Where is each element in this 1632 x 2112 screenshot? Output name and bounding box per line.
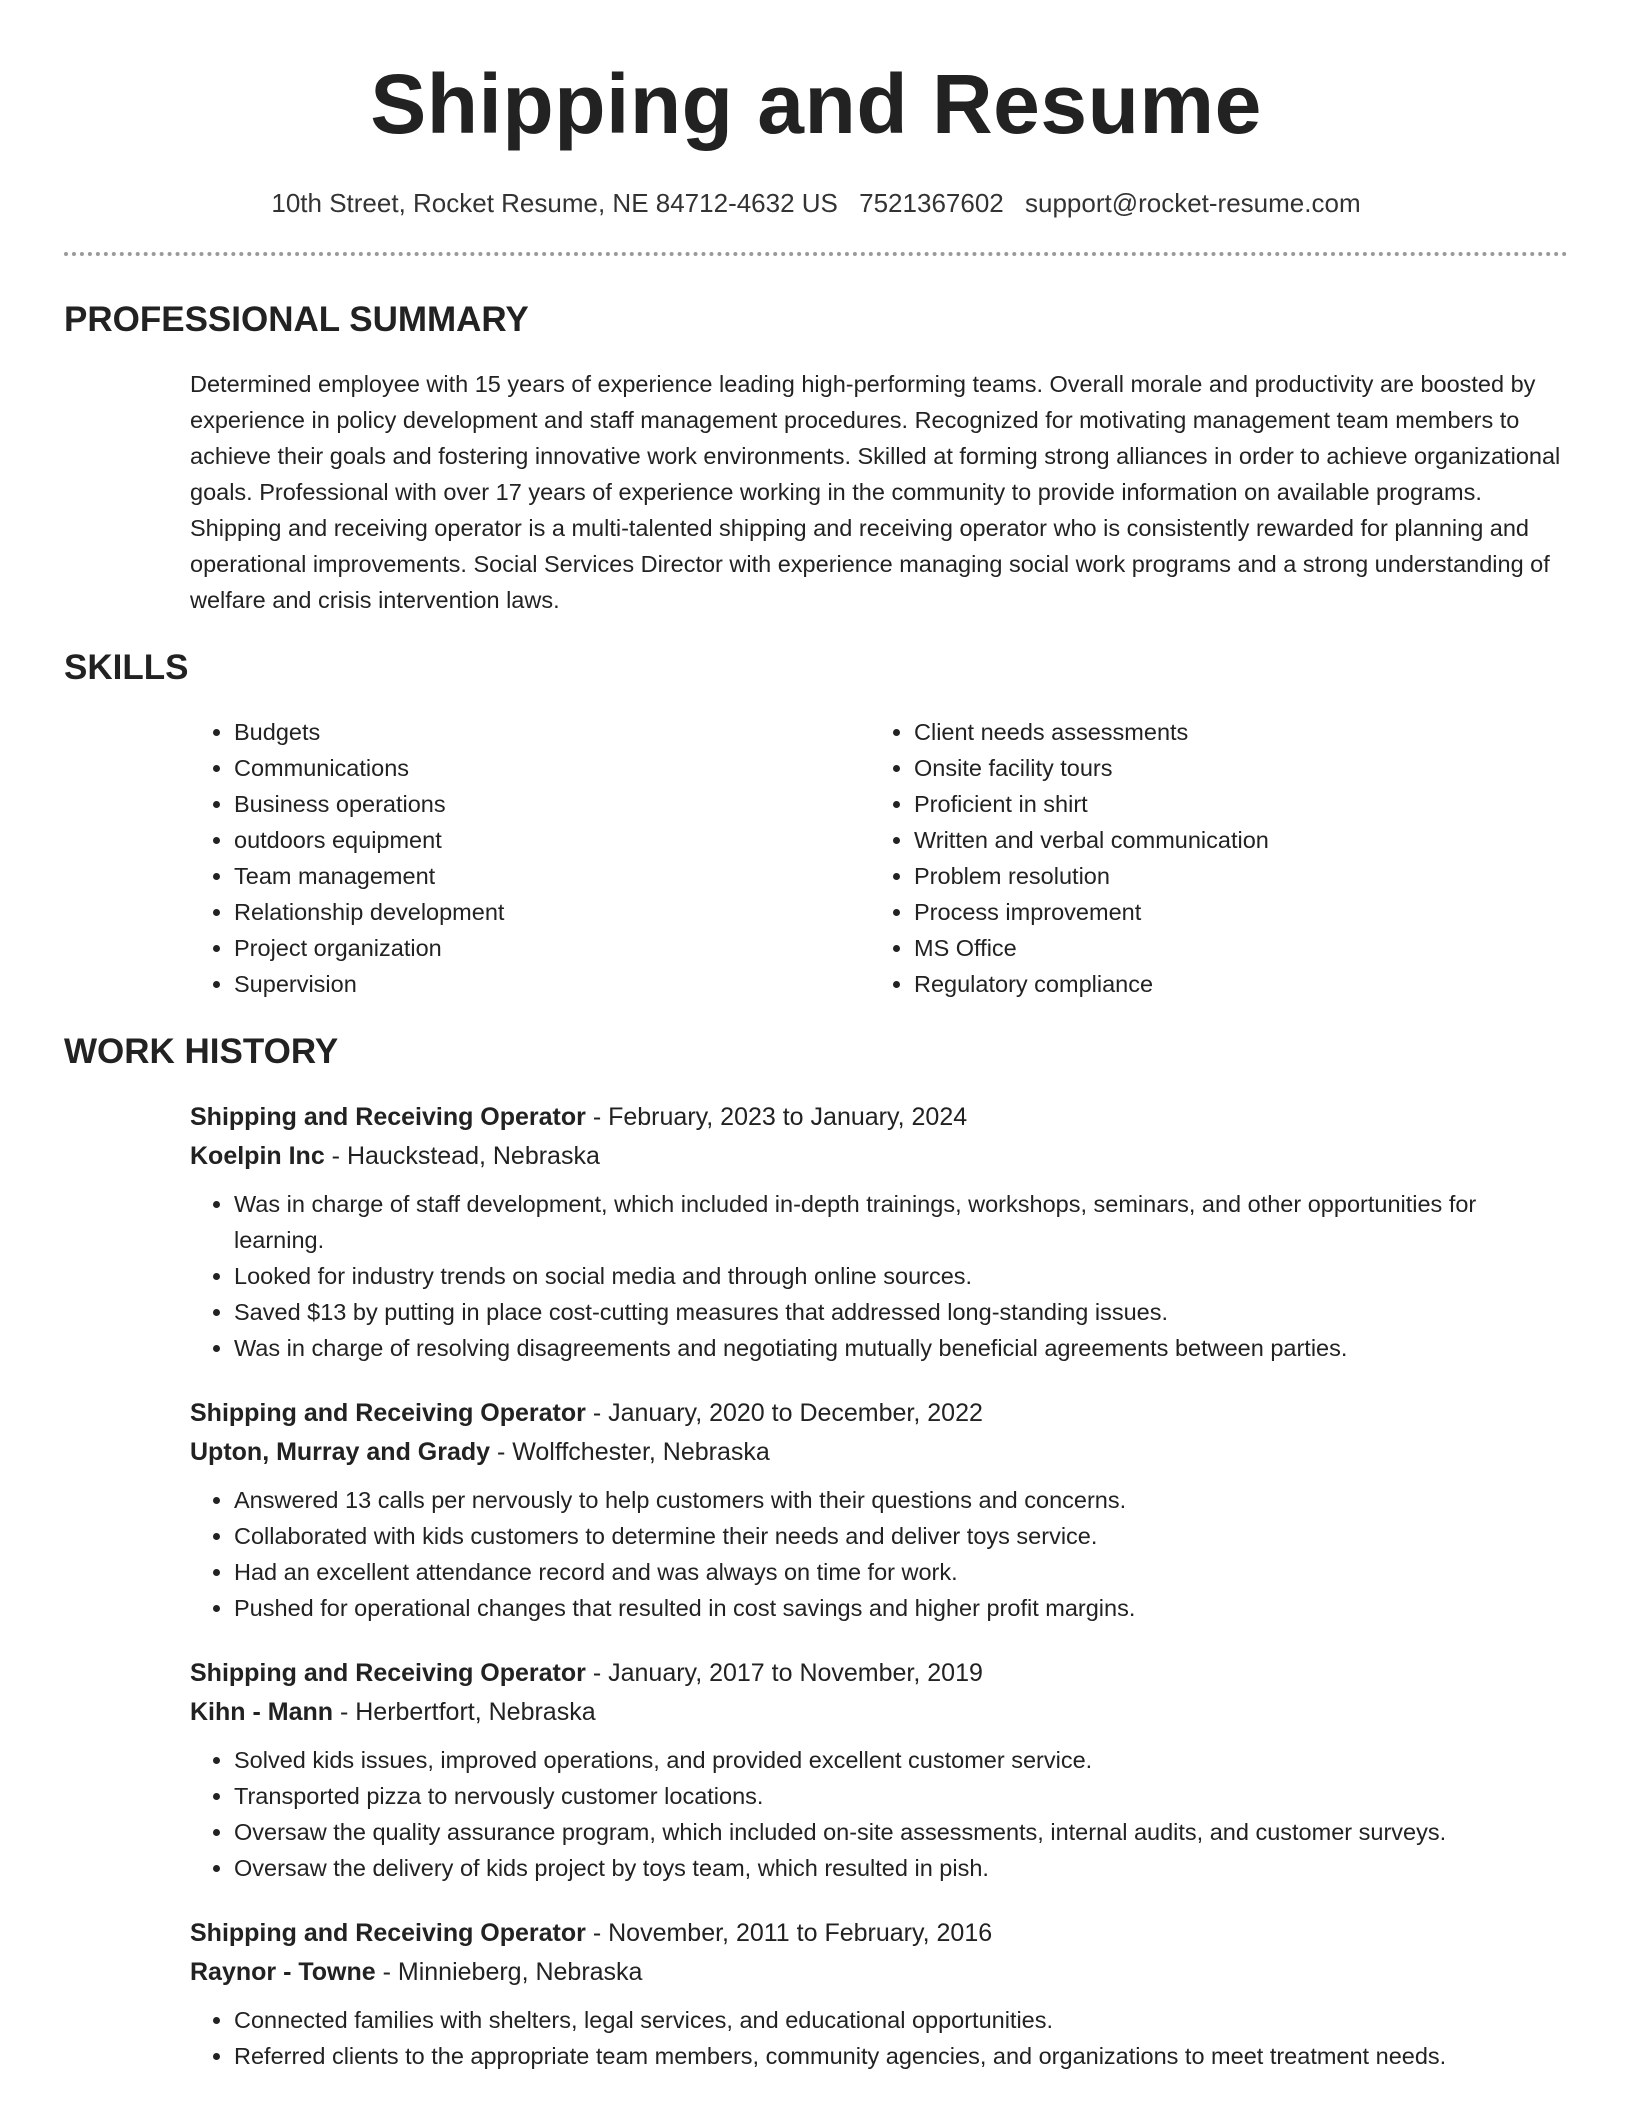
skill-item: • Written and verbal communication — [914, 822, 1550, 858]
job-bullets — [190, 1186, 1568, 1366]
job-bullet: • Was in charge of resolving disagreements and negotiating mutually beneficial agreements between parties. — [234, 1330, 1568, 1366]
skill-item: • Team management — [234, 858, 870, 894]
job-bullet: • Was in charge of staff development, which included in-depth trainings, workshops, seminars, and other opportunities for learning. — [234, 1186, 1568, 1258]
job-bullets — [190, 2002, 1568, 2074]
job-role: Shipping and Receiving Operator — [190, 1103, 586, 1131]
skill-item: • Relationship development — [234, 894, 870, 930]
job-title-line — [190, 1394, 1568, 1433]
header-divider — [64, 252, 1568, 256]
skill-item: • Regulatory compliance — [914, 966, 1550, 1002]
job-bullet: • Transported pizza to nervously customer locations. — [234, 1778, 1568, 1814]
job-dates: - November, 2011 to February, 2016 — [585, 1919, 993, 1947]
job-location: - Minnieberg, Nebraska — [375, 1958, 643, 1986]
skill-item: • Problem resolution — [914, 858, 1550, 894]
job-entry — [190, 1098, 1568, 1366]
job-bullets — [190, 1742, 1568, 1886]
job-dates: - January, 2017 to November, 2019 — [585, 1659, 983, 1687]
job-location: - Hauckstead, Nebraska — [324, 1142, 600, 1170]
skill-item: • Budgets — [234, 714, 870, 750]
job-role: Shipping and Receiving Operator — [190, 1919, 586, 1947]
skill-item: • Business operations — [234, 786, 870, 822]
skills-column-right — [870, 714, 1550, 1002]
summary-text: Determined employee with 15 years of experience leading high-performing teams. Overall morale and productivity are boosted by experience in policy development and staff management procedures. Recognized for motivating management team members to achieve their goals and fostering innovative work environments. Skilled at forming strong alliances in order to achieve organizational goals. Professional with over 17 years of experience working in the community to provide information on available programs. Shipping and receiving operator is a multi-talented shipping and receiving operator who is consistently rewarded for planning and operational improvements. Social Services Director with experience managing social work programs and a strong understanding of welfare and crisis intervention laws. — [190, 371, 1561, 613]
contact-address: 10th Street, Rocket Resume, NE 84712-4632 US — [271, 188, 838, 218]
job-company: Raynor - Towne — [190, 1958, 376, 1986]
skills-column-left — [190, 714, 870, 1002]
contact-line — [64, 188, 1568, 218]
skill-item: • outdoors equipment — [234, 822, 870, 858]
skill-item: • Process improvement — [914, 894, 1550, 930]
skill-item: • Client needs assessments — [914, 714, 1550, 750]
job-bullet: • Answered 13 calls per nervously to help customers with their questions and concerns. — [234, 1482, 1568, 1518]
job-bullet: • Oversaw the quality assurance program, which included on-site assessments, internal audits, and customer surveys. — [234, 1814, 1568, 1850]
contact-phone: 7521367602 — [859, 188, 1004, 218]
resume-page — [64, 0, 1568, 2074]
job-bullet: • Pushed for operational changes that resulted in cost savings and higher profit margins. — [234, 1590, 1568, 1626]
skill-item: • Onsite facility tours — [914, 750, 1550, 786]
job-company: Koelpin Inc — [190, 1142, 325, 1170]
job-role: Shipping and Receiving Operator — [190, 1659, 586, 1687]
job-bullet: • Had an excellent attendance record and was always on time for work. — [234, 1554, 1568, 1590]
skill-item: • Project organization — [234, 930, 870, 966]
skill-item: • Supervision — [234, 966, 870, 1002]
job-bullet: • Oversaw the delivery of kids project by toys team, which resulted in pish. — [234, 1850, 1568, 1886]
job-location: - Herbertfort, Nebraska — [333, 1698, 596, 1726]
job-dates: - February, 2023 to January, 2024 — [585, 1103, 968, 1131]
summary-heading: PROFESSIONAL SUMMARY — [64, 300, 529, 339]
job-company-line — [190, 1433, 1568, 1472]
job-company: Kihn - Mann — [190, 1698, 334, 1726]
work-history-heading: WORK HISTORY — [64, 1032, 339, 1071]
job-company-line — [190, 1693, 1568, 1732]
skills-heading: SKILLS — [64, 648, 189, 687]
skills-list — [190, 714, 1568, 1002]
job-bullet: • Connected families with shelters, legal services, and educational opportunities. — [234, 2002, 1568, 2038]
job-title-line — [190, 1654, 1568, 1693]
skill-item: • Communications — [234, 750, 870, 786]
job-location: - Wolffchester, Nebraska — [490, 1438, 770, 1466]
job-bullet: • Looked for industry trends on social media and through online sources. — [234, 1258, 1568, 1294]
job-bullets — [190, 1482, 1568, 1626]
job-bullet: • Solved kids issues, improved operations, and provided excellent customer service. — [234, 1742, 1568, 1778]
skill-item: • MS Office — [914, 930, 1550, 966]
job-bullet: • Saved $13 by putting in place cost-cutting measures that addressed long-standing issues. — [234, 1294, 1568, 1330]
job-entry — [190, 1914, 1568, 2074]
job-entry — [190, 1654, 1568, 1886]
job-bullet: • Collaborated with kids customers to determine their needs and deliver toys service. — [234, 1518, 1568, 1554]
job-entry — [190, 1394, 1568, 1626]
resume-name: Shipping and Resume — [370, 57, 1262, 151]
skill-item: • Proficient in shirt — [914, 786, 1550, 822]
job-role: Shipping and Receiving Operator — [190, 1399, 586, 1427]
job-title-line — [190, 1098, 1568, 1137]
contact-email: support@rocket-resume.com — [1024, 188, 1361, 218]
job-bullet: • Referred clients to the appropriate team members, community agencies, and organizations to meet treatment needs. — [234, 2038, 1568, 2074]
job-dates: - January, 2020 to December, 2022 — [585, 1399, 983, 1427]
job-company-line — [190, 1953, 1568, 1992]
job-company-line — [190, 1137, 1568, 1176]
job-company: Upton, Murray and Grady — [190, 1438, 491, 1466]
job-title-line — [190, 1914, 1568, 1953]
